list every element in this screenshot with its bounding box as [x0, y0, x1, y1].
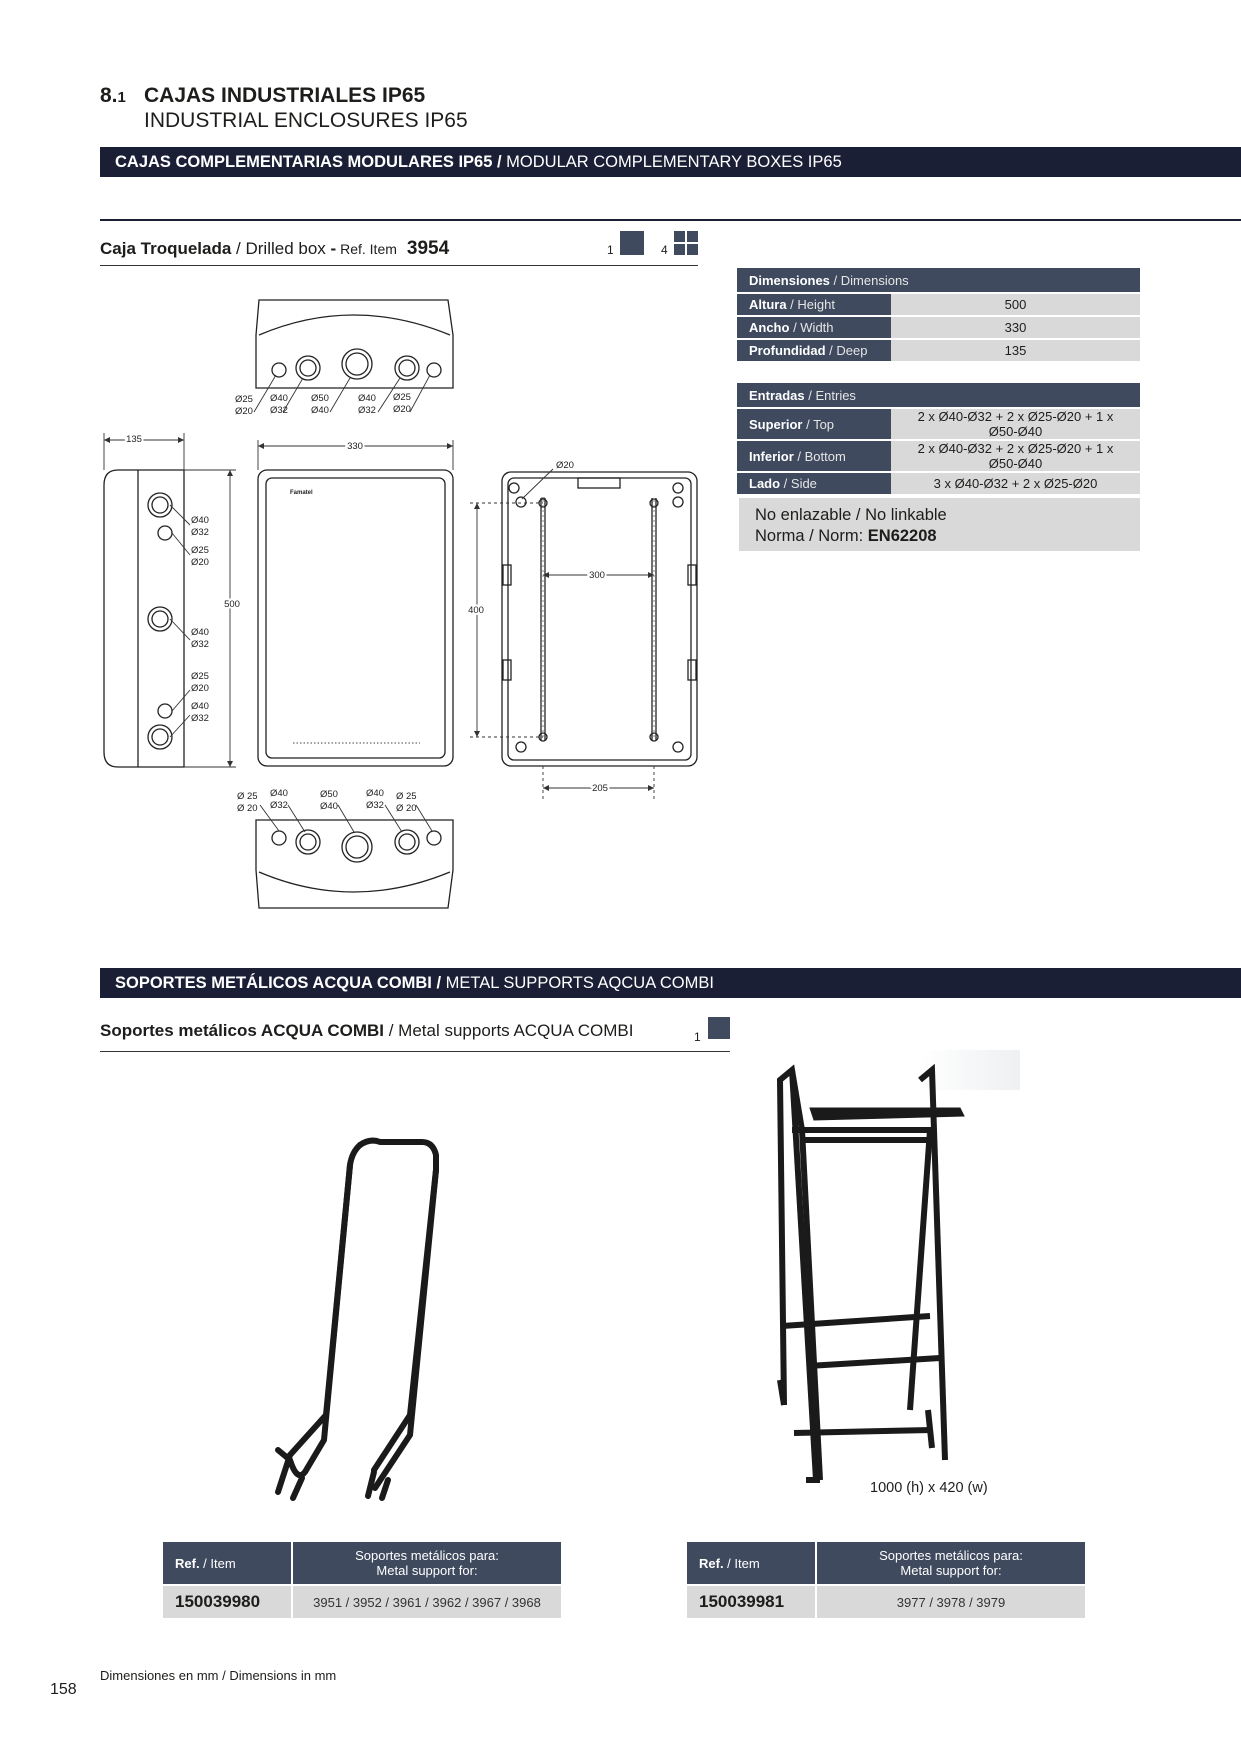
brand-logo: Famatel: [290, 490, 313, 496]
bottom-label: Ø 25: [237, 791, 258, 802]
section-title: CAJAS INDUSTRIALES IP65: [144, 84, 426, 107]
band-modular-boxes: CAJAS COMPLEMENTARIAS MODULARES IP65 / MODULAR COMPLEMENTARY BOXES IP65: [100, 147, 1241, 177]
entries-table: Entradas / Entries Superior / Top 2 x Ø40-Ø32 + 2 x Ø25-Ø20 + 1 x Ø50-Ø40 Inferior / Bottom 2 x Ø40-Ø32 + 2 x Ø25-Ø20 + 1 x Ø50-Ø40 Lado / Side 3 x Ø40-Ø32 + 2 x Ø25-Ø20: [737, 381, 1140, 496]
section-number: 8.1: [100, 84, 126, 107]
back-view: [502, 472, 697, 766]
table-row: Profundidad / Deep 135: [737, 340, 1140, 361]
bottom-label: Ø40: [320, 801, 338, 812]
side-label: Ø25: [191, 671, 209, 682]
dim-hole: Ø20: [556, 460, 574, 471]
table-row: Superior / Top 2 x Ø40-Ø32 + 2 x Ø25-Ø20 + 1 x Ø50-Ø40: [737, 409, 1140, 439]
dim-bottom-span: 205: [592, 783, 608, 794]
dim-fix-height: 400: [468, 605, 484, 616]
dimensions-table: Dimensiones / Dimensions Altura / Height 500 Ancho / Width 330 Profundidad / Deep 135: [737, 266, 1140, 363]
title-underline: [100, 1051, 730, 1052]
dim-depth: 135: [126, 434, 142, 445]
top-label: Ø40: [270, 393, 288, 404]
qty-1-label: 1: [607, 243, 614, 257]
top-label: Ø32: [270, 405, 288, 416]
top-label: Ø25: [393, 392, 411, 403]
ref-table-2: Ref. / Item Soportes metálicos para: Metal support for: 150039981 3977 / 3978 / 3979: [685, 1540, 1087, 1620]
support-stand-image: [720, 1050, 1020, 1510]
side-label: Ø32: [191, 527, 209, 538]
top-label: Ø32: [358, 405, 376, 416]
product-title: Caja Troquelada / Drilled box - Ref. Item 3954: [100, 238, 450, 259]
top-label: Ø40: [311, 405, 329, 416]
dim-width: 330: [347, 441, 363, 452]
front-view: [258, 470, 453, 766]
ref-table-1: Ref. / Item Soportes metálicos para: Metal support for: 150039980 3951 / 3952 / 3961 / 3962 / 3967 / 3968: [161, 1540, 563, 1620]
top-label: Ø20: [235, 406, 253, 417]
band-metal-supports: SOPORTES METÁLICOS ACQUA COMBI / METAL SUPPORTS AQCUA COMBI: [100, 968, 1241, 998]
support-frame-image: [250, 1120, 460, 1520]
table-row: 150039981 3977 / 3978 / 3979: [687, 1586, 1085, 1618]
side-view: [104, 470, 184, 767]
table-row: Ancho / Width 330: [737, 317, 1140, 338]
page-number: 158: [50, 1681, 77, 1698]
single-pack-icon: [708, 1017, 730, 1039]
side-label: Ø25: [191, 545, 209, 556]
linkable-norm-note: No enlazable / No linkable Norma / Norm: EN62208: [739, 498, 1140, 551]
dimensions-note: Dimensiones en mm / Dimensions in mm: [100, 1668, 337, 1683]
top-label: Ø25: [235, 394, 253, 405]
bottom-label: Ø40: [270, 788, 288, 799]
side-label: Ø20: [191, 683, 209, 694]
top-label: Ø50: [311, 393, 329, 404]
top-label: Ø40: [358, 393, 376, 404]
bottom-label: Ø 20: [396, 803, 417, 814]
table-row: 150039980 3951 / 3952 / 3961 / 3962 / 3967 / 3968: [163, 1586, 561, 1618]
bottom-label: Ø50: [320, 789, 338, 800]
bottom-label: Ø32: [366, 800, 384, 811]
bottom-label: Ø40: [366, 788, 384, 799]
bottom-view: [256, 820, 453, 908]
qty-1-label: 1: [694, 1030, 701, 1044]
bottom-label: Ø 25: [396, 791, 417, 802]
table-row: Inferior / Bottom 2 x Ø40-Ø32 + 2 x Ø25-Ø20 + 1 x Ø50-Ø40: [737, 441, 1140, 471]
table-row: Altura / Height 500: [737, 294, 1140, 315]
dim-height: 500: [224, 599, 240, 610]
dim-fix-span: 300: [589, 570, 605, 581]
product-title: Soportes metálicos ACQUA COMBI / Metal supports ACQUA COMBI: [100, 1021, 634, 1040]
top-label: Ø20: [393, 404, 411, 415]
support-dimensions-caption: 1000 (h) x 420 (w): [870, 1480, 988, 1496]
side-label: Ø32: [191, 639, 209, 650]
side-label: Ø32: [191, 713, 209, 724]
side-label: Ø40: [191, 515, 209, 526]
technical-drawing: [0, 0, 720, 920]
side-label: Ø40: [191, 627, 209, 638]
section-subtitle: INDUSTRIAL ENCLOSURES IP65: [144, 109, 468, 132]
side-label: Ø40: [191, 701, 209, 712]
bottom-label: Ø32: [270, 800, 288, 811]
bottom-label: Ø 20: [237, 803, 258, 814]
top-view: [256, 300, 453, 388]
qty-4-label: 4: [661, 243, 668, 257]
table-row: Lado / Side 3 x Ø40-Ø32 + 2 x Ø25-Ø20: [737, 473, 1140, 494]
side-label: Ø20: [191, 557, 209, 568]
